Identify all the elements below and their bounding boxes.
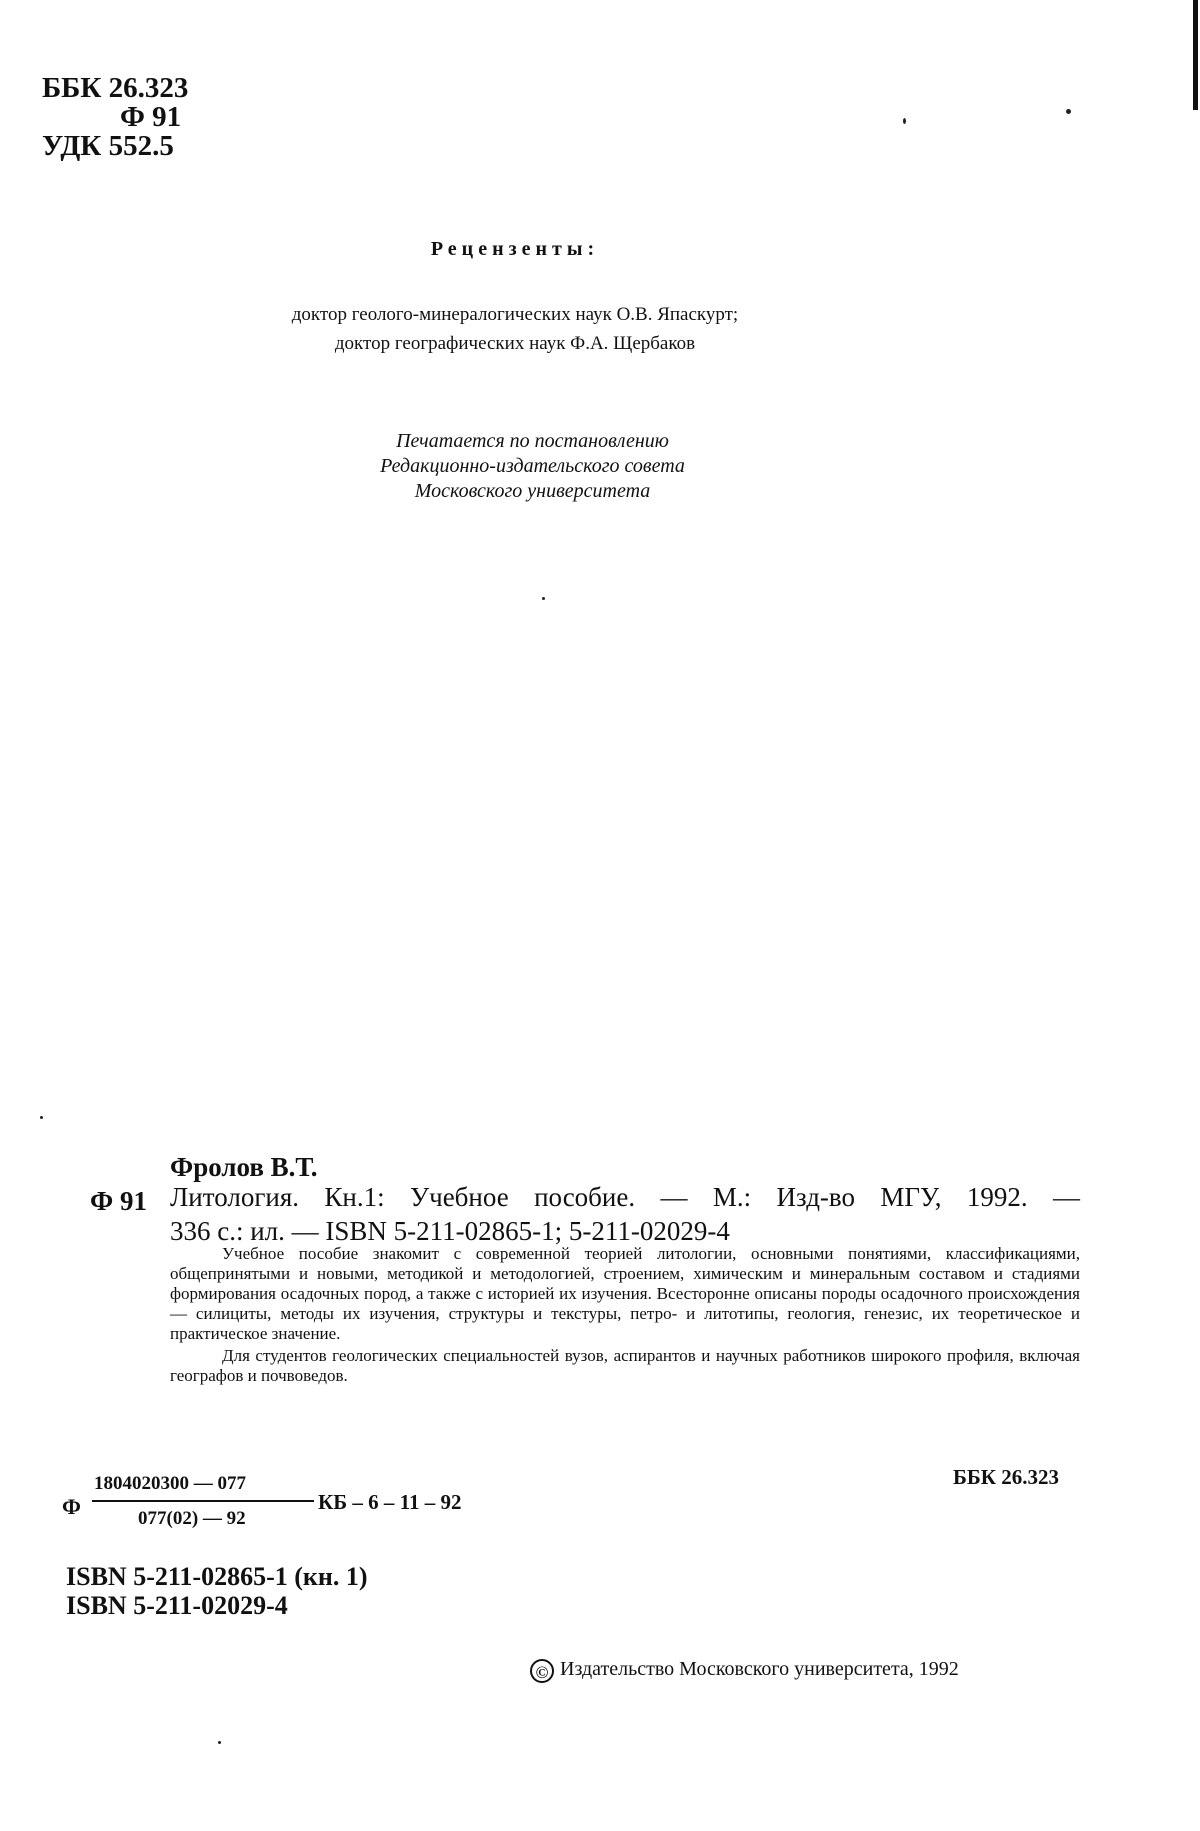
scan-speck [903, 118, 906, 124]
classification-codes [42, 74, 188, 161]
reviewer-line: доктор геолого-минералогических наук О.В. Япаскурт; [291, 304, 739, 325]
isbn-line: ISBN 5-211-02865-1 (кн. 1) [66, 1562, 368, 1591]
approval-line: Московского университета [414, 480, 651, 502]
scan-speck [1066, 109, 1071, 114]
imprint-numerator: 1804020300 — 077 [94, 1473, 246, 1494]
copyright-notice [530, 1658, 959, 1683]
approval-line: Печатается по постановлению [396, 430, 669, 452]
scan-edge-mark [1193, 0, 1198, 110]
annotation-paragraph: Учебное пособие знакомит с современной теорией литологии, основными понятиями, классификациями, общепринятыми и новыми, методикой и методологией, строением, химическим и минеральным составом и стадиями формирования осадочных пород, а также с историей их изучения. Всесторонне описаны породы осадочного происхождения — силициты, методы их изучения, структуры и текстуры, петро- и литотипы, геология, генезис, их теоретическое и практическое значение. [170, 1244, 1080, 1343]
copyright-text: Издательство Московского университета, 1992 [560, 1658, 959, 1680]
scan-speck [40, 1116, 43, 1119]
imprint-tail: КБ – 6 – 11 – 92 [318, 1490, 462, 1514]
catalog-title: Литология. Кн.1: Учебное пособие. — М.: Изд-во МГУ, 1992. — [170, 1182, 1080, 1212]
catalog-index: Ф 91 [90, 1186, 147, 1216]
reviewers-heading: Рецензенты: [430, 238, 600, 260]
isbn-line: ISBN 5-211-02029-4 [66, 1591, 288, 1620]
reviewers-list [0, 300, 1200, 358]
index-code: Ф 91 [120, 101, 182, 133]
approval-line: Редакционно-издательского совета [380, 455, 685, 477]
annotation-paragraph: Для студентов геологических специальностей вузов, аспирантов и научных работников широкого профиля, включая географов и почвоведов. [170, 1346, 1080, 1385]
fraction-bar [92, 1500, 314, 1502]
imprint-letter: Ф [62, 1494, 81, 1519]
reviewer-line: доктор географических наук Ф.А. Щербаков [334, 333, 696, 354]
copyright-icon: © [530, 1659, 554, 1683]
isbn-list [66, 1562, 368, 1620]
imprint-denominator: 077(02) — 92 [138, 1508, 246, 1529]
bbk-code: ББК 26.323 [42, 72, 189, 104]
scan-speck [542, 597, 545, 600]
catalog-annotation [170, 1244, 1080, 1386]
catalog-author: Фролов В.Т. [170, 1152, 318, 1182]
imprint-bbk: ББК 26.323 [953, 1465, 1059, 1489]
scan-speck [218, 1741, 221, 1744]
udk-code: УДК 552.5 [42, 130, 174, 162]
catalog-pages-isbn: 336 с.: ил. — ISBN 5-211-02865-1; 5-211-02029-4 [170, 1216, 730, 1246]
publication-approval [0, 429, 1200, 504]
